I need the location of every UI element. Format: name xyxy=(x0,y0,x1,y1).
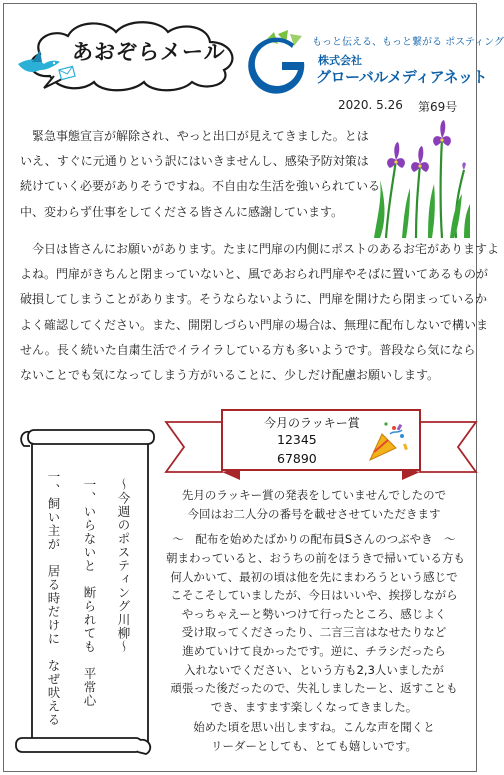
paragraph-line: 緊急事態宣言が解除され、やっと出口が見えてきました。とは xyxy=(20,129,369,143)
text-line: やっちゃえーと勢いつけて行ったところ、感じよく xyxy=(181,606,447,621)
text-line: 進めていけて良かったです。逆に、チラシだったら xyxy=(182,643,446,658)
text-line: こそこそしていましたが、今日はいいや、挨拶しながら xyxy=(170,588,458,603)
company-logo-icon xyxy=(252,30,312,88)
paragraph-line: よね。門扉がきちんと閉まっていないと、風であおられ門扉やそばに置いてあるものが xyxy=(20,267,489,282)
iris-flower-icon xyxy=(366,118,470,238)
paragraph-line: 破損してしまうことがあります。そうならないように、門扉を開けたら閉まっているか xyxy=(20,292,488,307)
lucky-number: 12345 xyxy=(277,432,317,447)
request-paragraph xyxy=(20,237,499,388)
paragraph-line: 今日は皆さんにお願いがあります。たまに門扉の内側にポストのあるお宅がありますよ xyxy=(20,242,500,256)
company-name: グローバルメディアネット xyxy=(316,68,488,86)
tsubuyaki-heading: ～ 配布を始めたばかりの配布員Sさんのつぶやき ～ xyxy=(172,532,456,546)
paragraph-line: 中、変わらず仕事をしてくださる皆さんに感謝しています。 xyxy=(20,204,344,219)
text-line: リーダーとしても、とても嬉しいです。 xyxy=(210,738,418,753)
senryu-poem: 一、飼い主が 居る時だけに なぜ吠える xyxy=(46,470,61,727)
lucky-number: 67890 xyxy=(277,451,317,466)
text-line: 受け取ってくださったり、二言三言はなせたりなど xyxy=(181,625,447,640)
text-line: 先月のラッキー賞の発表をしていませんでしたので xyxy=(181,488,447,502)
text-line: 入れないでください、という方も2,3人いましたが xyxy=(184,662,444,677)
senryu-poem: 一、いらないと 断られても 平常心 xyxy=(82,478,97,708)
senryu-heading: ～今週のポスティング川柳～ xyxy=(116,478,131,654)
company-tagline: もっと伝える、もっと繋がる ポスティング xyxy=(312,37,504,48)
party-popper-icon xyxy=(364,420,410,462)
lucky-announcement xyxy=(166,486,462,523)
text-line: でき、ますます楽しくなってきました。 xyxy=(210,699,418,714)
company-prefix: 株式会社 xyxy=(318,54,362,67)
paragraph-line: よく確認してください。また、開閉しづらい門扉の場合は、無理に配布しないで構いま xyxy=(20,317,489,332)
paragraph-line: 続けていく必要がありそうですね。不自由な生活を強いられている xyxy=(20,179,381,194)
text-line: 今回はお二人分の番号を載せさせていただきます xyxy=(187,506,441,521)
issue-date: 2020. 5.26 xyxy=(338,98,403,112)
newsletter-title: あおぞらメール xyxy=(72,40,226,64)
paragraph-line: せん。長く続いた自粛生活でイライラしている方も多いようです。普段なら気になら xyxy=(20,342,476,357)
closing-text xyxy=(166,718,462,755)
paragraph-line: いえ、すぐに元通りという訳にはいきませんし、感染予防対策は xyxy=(20,154,369,169)
text-line: 朝まわっていると、おうちの前をほうきで掃いている方も xyxy=(166,551,465,565)
text-line: 何人かいて、最初の頃は他を先にまわろうという感じで xyxy=(170,569,458,584)
tsubuyaki-text xyxy=(166,549,465,716)
issue-number: 第69号 xyxy=(418,100,458,114)
text-line: 頑張った後だったので、失礼しましたーと、返すことも xyxy=(170,681,458,696)
paragraph-line: ないことでも気になってしまう方がいることに、少しだけ配慮お願いします。 xyxy=(20,368,440,383)
text-line: 始めた頃を思い出しますね。こんな声を聞くと xyxy=(193,720,435,734)
lucky-title: 今月のラッキー賞 xyxy=(264,416,360,430)
intro-paragraph xyxy=(20,124,380,225)
